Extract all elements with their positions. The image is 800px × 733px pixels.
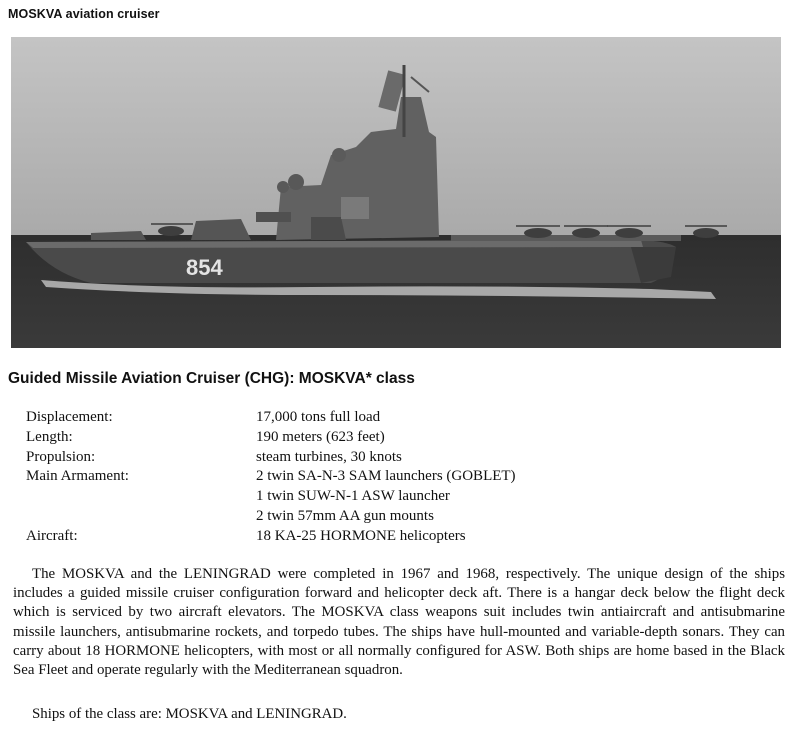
photo-caption: MOSKVA aviation cruiser <box>8 7 160 21</box>
hull-number: 854 <box>186 255 223 280</box>
spec-value: 17,000 tons full load <box>256 409 381 425</box>
description-paragraph: The MOSKVA and the LENINGRAD were completed in 1967 and 1968, respectively. The unique design of the ships includes a guided missile cruiser configuration forward and helicopter deck aft. There is a hangar deck below the flight deck which is serviced by two aircraft elevators. The MOSKVA class weapons suit includes twin antiaircraft and antisubmarine missile launchers, antisubmarine rockets, and torpedo tubes. The ships have hull-mounted and variable-depth sonars. They can carry about 18 HORMONE helicopters, with most or all normally configured for ASW. Both ships are home based in the Black Sea Fleet and operate regularly with the Mediterranean squadron. <box>13 566 785 679</box>
spec-label: Aircraft: <box>26 527 78 544</box>
spec-label: Main Armament: <box>26 468 129 485</box>
spec-value: 18 KA-25 HORMONE helicopters <box>256 527 466 544</box>
spec-row-aircraft <box>26 527 626 547</box>
ship-photo <box>11 37 781 348</box>
spec-value: 2 twin SA-N-3 SAM launchers (GOBLET) <box>256 468 516 485</box>
spec-value: 1 twin SUW-N-1 ASW launcher <box>256 488 450 505</box>
spec-row-displacement <box>26 408 626 428</box>
spec-table <box>26 408 626 547</box>
spec-row-armament <box>26 467 626 526</box>
class-heading: Guided Missile Aviation Cruiser (CHG): MOSKVA* class <box>8 370 415 387</box>
spec-label: Length: <box>26 428 73 445</box>
spec-value: steam turbines, 30 knots <box>256 448 402 465</box>
spec-label: Displacement: <box>26 409 113 425</box>
spec-label: Propulsion: <box>26 448 96 465</box>
ships-of-class: Ships of the class are: MOSKVA and LENINGRAD. <box>32 706 347 722</box>
spec-row-length <box>26 428 626 448</box>
spec-row-propulsion <box>26 448 626 468</box>
spec-value: 190 meters (623 feet) <box>256 428 385 445</box>
spec-value: 2 twin 57mm AA gun mounts <box>256 507 434 524</box>
